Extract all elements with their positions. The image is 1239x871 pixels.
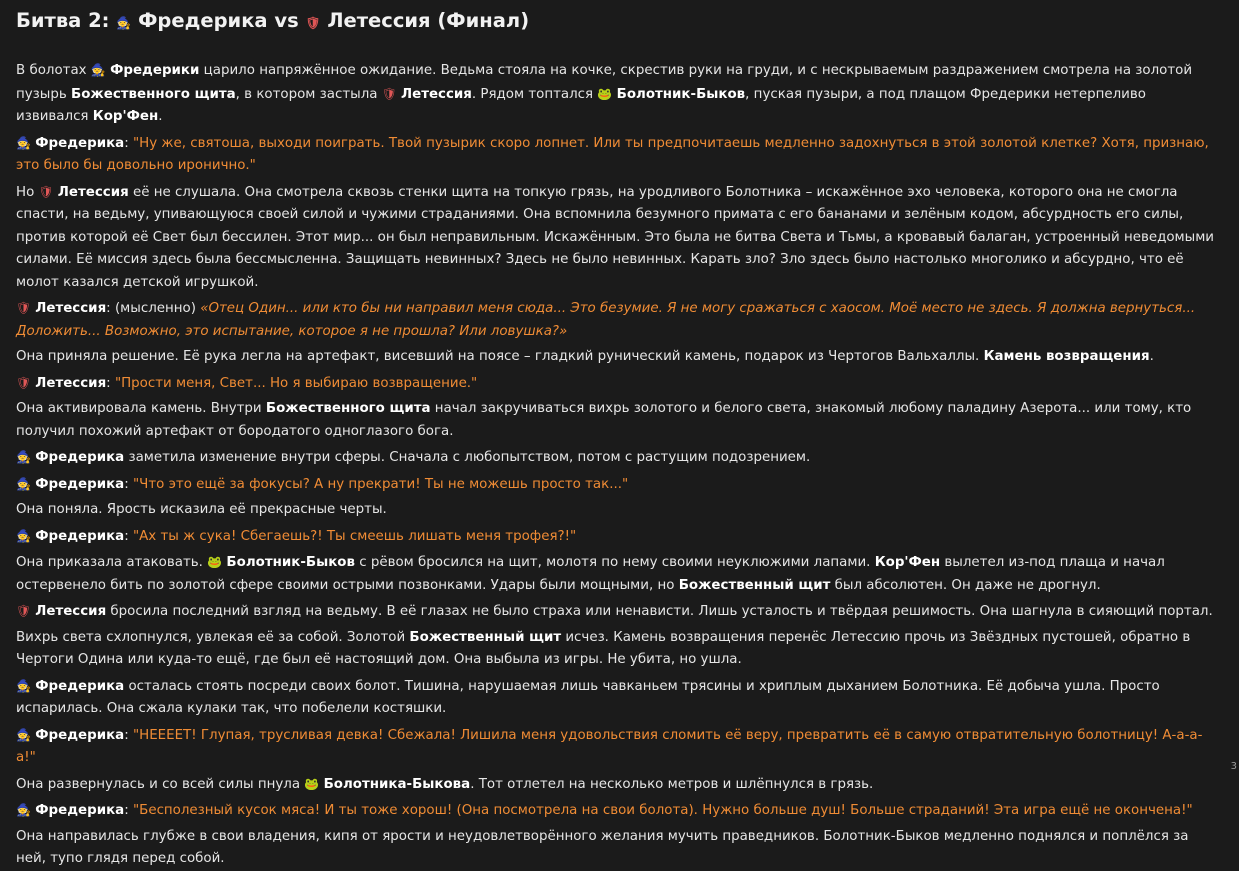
witch-icon: 🧙 [16, 446, 31, 469]
bold-name: Божественного щита [71, 87, 236, 102]
dialogue-quote: "Ну же, святоша, выходи поиграть. Твой пузырик скоро лопнет. Или ты предпочитаешь медленно задохнуться в этой золотой клетке? Хотя, признаю, это было бы довольно иронично." [16, 136, 1209, 174]
bold-name: Болотник-Быков [226, 555, 355, 570]
story-paragraph [16, 627, 1215, 672]
narrative-text: : [124, 803, 133, 818]
story-paragraph [16, 675, 1215, 721]
narrative-text: бросила последний взгляд на ведьму. В её глазах не было страха или ненависти. Лишь усталость и твёрдая решимость. Она шагнула в сияющий портал. [106, 604, 1213, 619]
narrative-text: осталась стоять посреди своих болот. Тишина, нарушаемая лишь чавканьем трясины и хриплым дыханием Болотника. Её добыча ушла. Просто испарилась. Она сжала кулаки так, что побелели костяшки. [16, 679, 1160, 717]
narrative-text: . [158, 109, 162, 124]
story-paragraph [16, 297, 1215, 343]
bold-name: Болотник-Быков [617, 87, 746, 102]
narrative-text: , пуская пузыри, а под плащом Фредерики нетерпеливо извивался [16, 87, 1146, 125]
narrative-text: : [124, 477, 133, 492]
title-stage: (Финал) [437, 9, 529, 32]
narrative-text: , в котором застыла [236, 87, 382, 102]
story-paragraph [16, 773, 1215, 797]
title-vs: vs [274, 9, 298, 32]
witch-icon: 🧙 [16, 675, 31, 698]
witch-icon: 🧙 [16, 525, 31, 548]
bold-name: Летессия [35, 301, 106, 316]
shield-icon: 🛡 [16, 297, 31, 320]
narrative-text: : [106, 376, 115, 391]
narrative-text: был абсолютен. Он даже не дрогнул. [830, 578, 1100, 593]
story-paragraph [16, 499, 1215, 522]
scroll-edge-marker: 3 [1231, 756, 1237, 779]
frog-icon: 🐸 [207, 551, 222, 574]
bold-name: Фредерики [110, 63, 199, 78]
story-paragraph [16, 826, 1215, 871]
frog-icon: 🐸 [597, 83, 612, 106]
narrative-text: Она приказала атаковать. [16, 555, 207, 570]
narrative-text: Она направилась глубже в свои владения, кипя от ярости и неудовлетворённого желания мучить праведников. Болотник-Быков медленно поднялся и поплёлся за ней, тупо глядя перед собой. [16, 829, 1188, 867]
narrative-text: : [124, 136, 133, 151]
shield-icon: 🛡 [306, 8, 321, 38]
dialogue-quote: "Ах ты ж сука! Сбегаешь?! Ты смеешь лишать меня трофея?!" [133, 529, 576, 544]
bold-name: Божественный щит [409, 630, 561, 645]
shield-icon: 🛡 [16, 600, 31, 623]
story-paragraph [16, 132, 1215, 178]
bold-name: Божественный щит [679, 578, 831, 593]
narrative-text: начал закручиваться вихрь золотого и белого света, знакомый любому паладину Азерота... или тому, кто получил похожий артефакт от бородатого одноглазого бога. [16, 401, 1191, 439]
narrative-text: Она активировала камень. Внутри [16, 401, 266, 416]
narrative-text: исчез. Камень возвращения перенёс Летессию прочь из Звёздных пустошей, обратно в Чертоги Одина или куда-то ещё, где был её настоящий дом. Она выбыла из игры. Не убита, но ушла. [16, 630, 1190, 668]
narrative-text: Но [16, 185, 39, 200]
story-paragraph [16, 181, 1215, 295]
story-paragraph [16, 724, 1215, 770]
dialogue-quote: "Бесполезный кусок мяса! И ты тоже хорош! (Она посмотрела на свои болота). Нужно больше душ! Больше страданий! Эта игра ещё не окончена!" [133, 803, 1193, 818]
title-fighter1: Фредерика [138, 9, 268, 32]
story-paragraph [16, 372, 1215, 396]
story-paragraph [16, 398, 1215, 443]
bold-name: Фредерика [35, 136, 124, 151]
narrative-text: В болотах [16, 63, 91, 78]
narrative-text: с рёвом бросился на щит, молотя по нему своими неуклюжими лапами. [355, 555, 875, 570]
bold-name: Фредерика [35, 477, 124, 492]
bold-name: Кор'Фен [875, 555, 940, 570]
narrative-text: : [124, 728, 133, 743]
bold-name: Летессия [35, 376, 106, 391]
narrative-text: её не слушала. Она смотрела сквозь стенки щита на топкую грязь, на уродливого Болотника – искажённое эхо человека, которого она не смогла спасти, на ведьму, упивающуюся своей силой и чужими страданиями. Она вспомнила безумного примата с его бананами и зелёным кодом, абсурдность его силы, против которой её Свет был бессилен. Этот мир... он был неправильным. Искажённым. Это была не битва Света и Тьмы, а кровавый балаган, устроенный неведомыми силами. Её миссия здесь была бессмысленна. Защищать невинных? Здесь не было невинных. Карать зло? Зло здесь было настолько многолико и абсурдно, что её молот казался детской игрушкой. [16, 185, 1214, 290]
narrative-text: : [124, 529, 133, 544]
shield-icon: 🛡 [16, 372, 31, 395]
bold-name: Фредерика [35, 529, 124, 544]
dialogue-quote: "НЕЕЕЕТ! Глупая, трусливая девка! Сбежала! Лишила меня удовольствия сломить её веру, превратить её в самую отвратительную болотницу! А-а-а-а!" [16, 728, 1202, 766]
narrative-text: Она развернулась и со всей силы пнула [16, 777, 304, 792]
story-paragraph [16, 525, 1215, 549]
title-prefix: Битва 2: [16, 9, 109, 32]
narrative-text: Вихрь света схлопнулся, увлекая её за собой. Золотой [16, 630, 409, 645]
narrative-text: : (мысленно) [106, 301, 200, 316]
bold-name: Фредерика [35, 450, 124, 465]
bold-name: Божественного щита [266, 401, 431, 416]
witch-icon: 🧙 [91, 59, 106, 82]
shield-icon: 🛡 [382, 83, 397, 106]
story-paragraph [16, 799, 1215, 823]
bold-name: Летессия [58, 185, 129, 200]
story-paragraph [16, 59, 1215, 129]
dialogue-quote: "Что это ещё за фокусы? А ну прекрати! Ты не можешь просто так..." [133, 477, 628, 492]
thought-quote: «Отец Один... или кто бы ни направил меня сюда... Это безумие. Я не могу сражаться с хаосом. Моё место не здесь. Я должна вернуться... Доложить... Возможно, это испытание, которое я не прошла? Или ловушка?» [16, 301, 1195, 339]
shield-icon: 🛡 [39, 181, 54, 204]
narrative-text: . Тот отлетел на несколько метров и шлёпнулся в грязь. [470, 777, 873, 792]
story-paragraph [16, 600, 1215, 624]
narrative-text: Она приняла решение. Её рука легла на артефакт, висевший на поясе – гладкий рунический камень, подарок из Чертогов Вальхаллы. [16, 349, 984, 364]
witch-icon: 🧙 [16, 724, 31, 747]
bold-name: Камень возвращения [984, 349, 1150, 364]
page-title [16, 6, 1215, 38]
title-fighter2: Летессия [327, 9, 430, 32]
witch-icon: 🧙 [16, 799, 31, 822]
story-paragraph [16, 446, 1215, 470]
narrative-text: вылетел из-под плаща и начал остервенело бить по золотой сфере своими острыми позвонками. Удары были мощными, но [16, 555, 1165, 593]
bold-name: Кор'Фен [93, 109, 158, 124]
witch-icon: 🧙 [116, 8, 131, 38]
narrative-text: царило напряжённое ожидание. Ведьма стояла на кочке, скрестив руки на груди, и с нескрываемым раздражением смотрела на золотой пузырь [16, 63, 1192, 102]
witch-icon: 🧙 [16, 473, 31, 496]
bold-name: Болотника-Быкова [324, 777, 471, 792]
bold-name: Фредерика [35, 728, 124, 743]
story-body [16, 59, 1215, 871]
narrative-text: Она поняла. Ярость исказила её прекрасные черты. [16, 502, 387, 517]
bold-name: Фредерика [35, 803, 124, 818]
bold-name: Летессия [35, 604, 106, 619]
bold-name: Фредерика [35, 679, 124, 694]
bold-name: Летессия [401, 87, 472, 102]
witch-icon: 🧙 [16, 132, 31, 155]
dialogue-quote: "Прости меня, Свет... Но я выбираю возвращение." [115, 376, 477, 391]
narrative-text: заметила изменение внутри сферы. Сначала с любопытством, потом с растущим подозрением. [124, 450, 810, 465]
frog-icon: 🐸 [304, 773, 319, 796]
story-paragraph [16, 346, 1215, 369]
story-paragraph [16, 473, 1215, 497]
story-paragraph [16, 551, 1215, 597]
narrative-text: . [1150, 349, 1154, 364]
narrative-text: . Рядом топтался [472, 87, 597, 102]
